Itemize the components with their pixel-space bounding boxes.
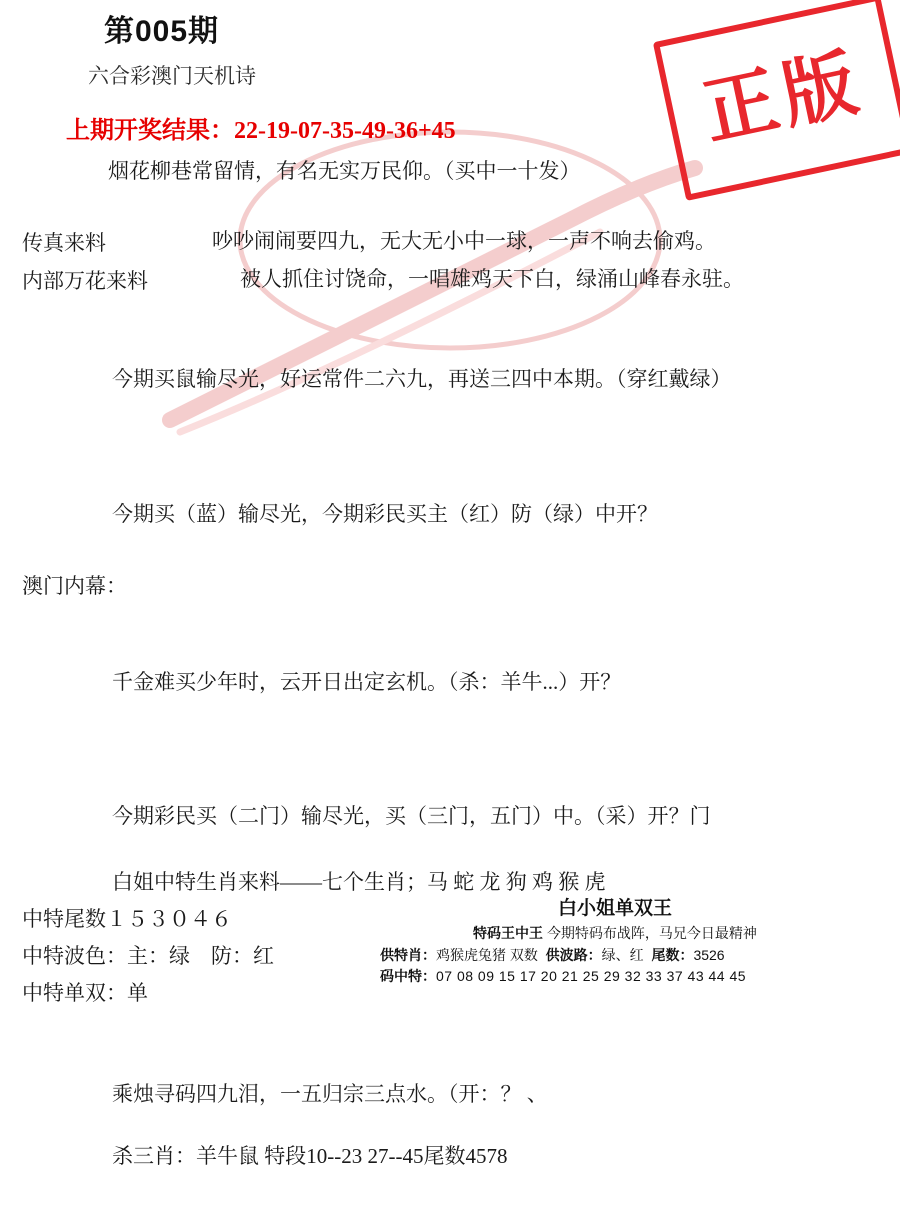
inner-source-label: 内部万花来料 bbox=[22, 269, 148, 293]
fact-tail-numbers-value: １５３０４６ bbox=[106, 907, 232, 931]
fact-tail-numbers-label: 中特尾数 bbox=[22, 907, 106, 931]
fact-tail-numbers bbox=[22, 903, 232, 933]
info-box-wave-value: 绿、红 bbox=[601, 946, 644, 963]
last-draw-result bbox=[66, 110, 456, 145]
last-draw-label: 上期开奖结果： bbox=[66, 118, 234, 144]
fact-wave-color bbox=[22, 940, 274, 970]
info-box-row-2 bbox=[380, 945, 850, 967]
info-box-tails-label: 尾数： bbox=[651, 946, 694, 963]
poem-line-1: 烟花柳巷常留情，有名无实万民仰。（买中一十发） bbox=[108, 159, 581, 183]
body-line-baijie: 白姐中特生肖来料——七个生肖；马 蛇 龙 狗 鸡 猴 虎 bbox=[112, 870, 606, 894]
stamp-border bbox=[653, 0, 900, 201]
info-box-numbers-label: 码中特： bbox=[380, 968, 436, 985]
fact-odd-even-label: 中特单双： bbox=[22, 981, 127, 1005]
fact-wave-color-label: 中特波色： bbox=[22, 944, 127, 968]
info-box-special-zodiac-value: 鸡猴虎兔猪 双数 bbox=[436, 946, 538, 963]
info-box-numbers-value: 07 08 09 15 17 20 21 25 29 32 33 37 43 44 45 bbox=[436, 968, 747, 985]
inner-source-text: 被人抓住讨饶命，一唱雄鸡天下白，绿涌山峰春永驻。 bbox=[240, 267, 744, 291]
body-line-door: 今期彩民买（二门）输尽光，买（三门，五门）中。（采）开？门 bbox=[112, 804, 711, 828]
bottom-line-2: 杀三肖：羊牛鼠 特段10--23 27--45尾数4578 bbox=[112, 1144, 508, 1168]
body-line-gold: 千金难买少年时，云开日出定玄机。（杀：羊牛...）开？ bbox=[112, 670, 622, 694]
fact-odd-even-value: 单 bbox=[127, 981, 148, 1005]
page-title: 第005期 bbox=[104, 15, 220, 48]
fax-source-label: 传真来料 bbox=[22, 231, 106, 255]
info-box bbox=[380, 893, 850, 988]
info-box-special-zodiac-label: 供特肖： bbox=[380, 946, 436, 963]
info-box-wave-label: 供波路： bbox=[545, 946, 602, 963]
last-draw-numbers: 22-19-07-35-49-36+45 bbox=[234, 118, 456, 144]
authenticity-stamp bbox=[653, 0, 899, 189]
info-box-row1-label: 特码王中王 bbox=[473, 925, 544, 941]
stamp-label: 正版 bbox=[696, 39, 870, 155]
info-box-tails-value: 3526 bbox=[693, 946, 725, 963]
body-line-mouse: 今期买鼠输尽光，好运常件二六九，再送三四中本期。（穿红戴绿） bbox=[112, 367, 732, 391]
info-box-row-1 bbox=[380, 923, 850, 945]
fact-odd-even bbox=[22, 977, 148, 1007]
macau-inside-label: 澳门内幕： bbox=[22, 574, 127, 598]
info-box-row-3 bbox=[380, 966, 850, 988]
document-subtitle: 六合彩澳门天机诗 bbox=[88, 64, 256, 88]
info-box-row1-text: 今期特码布战阵，马兄今日最精神 bbox=[546, 925, 757, 941]
fax-source-text: 吵吵闹闹要四九，无大无小中一球，一声不响去偷鸡。 bbox=[212, 229, 716, 253]
info-box-title: 白小姐单双王 bbox=[557, 898, 672, 919]
bottom-line-1: 乘烛寻码四九泪，一五归宗三点水。（开：？ 、 bbox=[112, 1082, 548, 1106]
fact-wave-color-value: 主：绿 防：红 bbox=[127, 944, 274, 968]
body-line-blue: 今期买（蓝）输尽光，今期彩民买主（红）防（绿）中开？ bbox=[112, 502, 658, 526]
